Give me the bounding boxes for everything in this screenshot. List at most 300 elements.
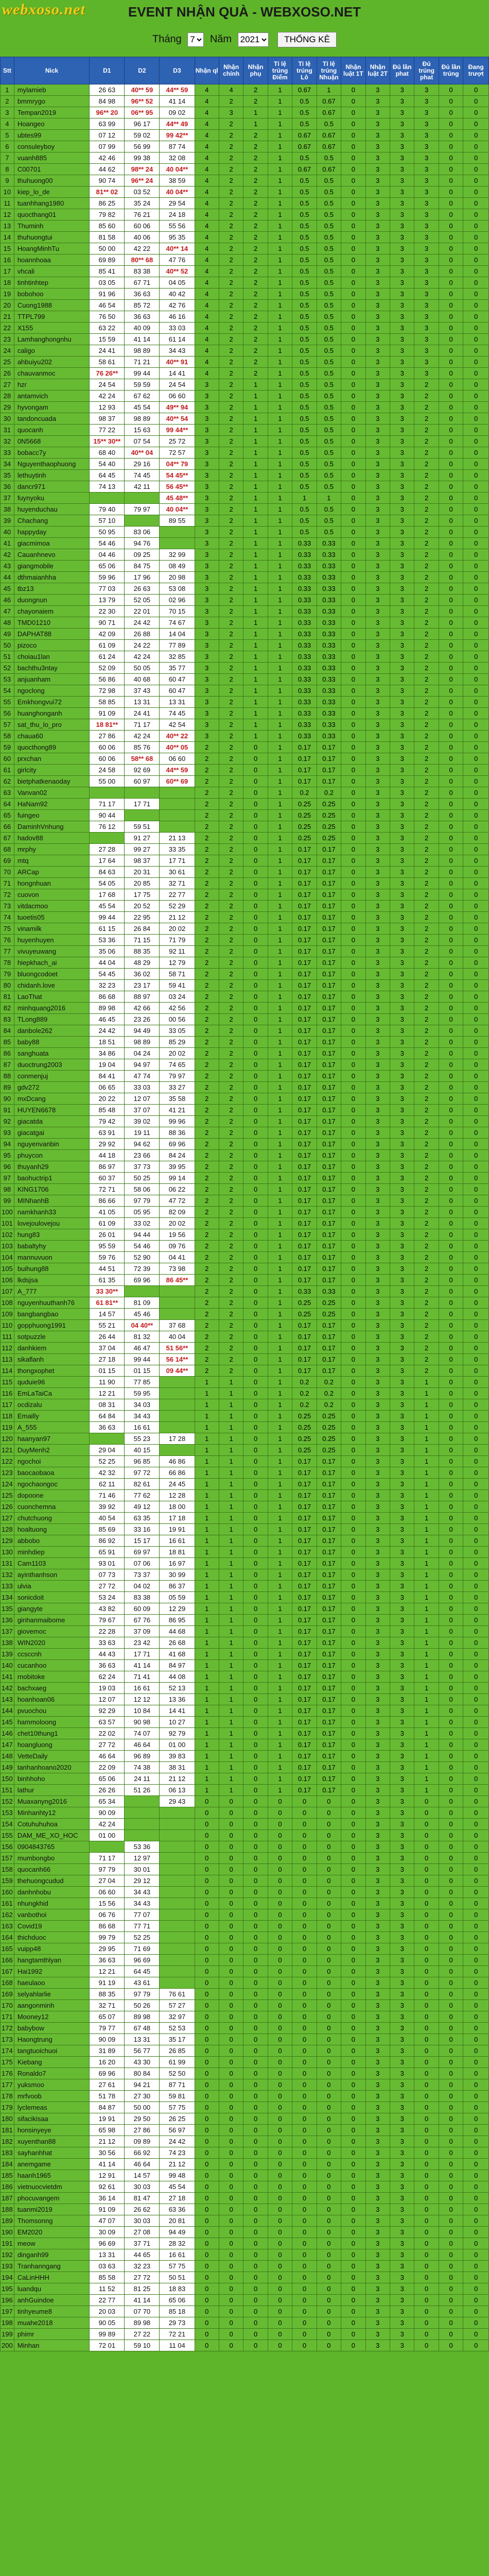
row-nick[interactable]: Lamhanghongnhu: [14, 334, 89, 345]
row-nick[interactable]: mannuvuon: [14, 1252, 89, 1263]
row-stat: 0: [243, 1841, 268, 1853]
row-nick[interactable]: giangmobile: [14, 561, 89, 572]
row-nick[interactable]: tangtuoichuoi: [14, 2045, 89, 2057]
row-pick: 29 16: [125, 459, 160, 470]
row-stat: 0: [341, 2147, 365, 2159]
row-nick[interactable]: ARCap: [14, 867, 89, 878]
row-nick[interactable]: gdv272: [14, 1082, 89, 1093]
row-pick: 95 59: [90, 1241, 125, 1252]
row-nick[interactable]: selyahlarlie: [14, 1989, 89, 2000]
row-stat: 0: [292, 1864, 317, 1875]
row-stat: 0: [463, 844, 489, 855]
row-stat: 0: [219, 1989, 243, 2000]
row-nick[interactable]: muahe2018: [14, 2317, 89, 2329]
row-nick[interactable]: Cauanhnevo: [14, 549, 89, 561]
row-nick[interactable]: quocthong89: [14, 742, 89, 753]
row-stat: 1: [268, 141, 292, 152]
row-nick[interactable]: ayinthanhson: [14, 1569, 89, 1581]
row-pick: 51 26: [125, 1785, 160, 1796]
row-nick[interactable]: tanhanhoano2020: [14, 1762, 89, 1773]
row-stat: 4: [195, 118, 219, 130]
row-stat: 0: [341, 527, 365, 538]
row-nick[interactable]: thuyanh29: [14, 1161, 89, 1173]
row-nick[interactable]: prxchan: [14, 753, 89, 765]
month-select[interactable]: [187, 32, 204, 47]
row-nick[interactable]: dancr971: [14, 481, 89, 493]
row-stat: 2: [219, 515, 243, 527]
row-stat: 2: [414, 1286, 439, 1297]
row-pick: 42 66: [125, 1003, 160, 1014]
row-stat: 0: [243, 1751, 268, 1762]
row-nick[interactable]: binhhoho: [14, 1773, 89, 1785]
row-stat: 0: [317, 2147, 341, 2159]
row-nick[interactable]: luandqu: [14, 2283, 89, 2295]
row-nick[interactable]: ccsccnh: [14, 1649, 89, 1660]
row-pick: 60 06: [90, 753, 125, 765]
row-stat: 3: [390, 1275, 414, 1286]
row-nick[interactable]: quocthang01: [14, 209, 89, 221]
row-stat: 3: [365, 1388, 390, 1399]
row-nick[interactable]: pizoco: [14, 640, 89, 651]
row-nick[interactable]: mrfvoob: [14, 2091, 89, 2102]
row-nick[interactable]: bangbangbao: [14, 1309, 89, 1320]
row-nick[interactable]: Ronaldo7: [14, 2068, 89, 2079]
row-nick[interactable]: Mooney12: [14, 2011, 89, 2023]
row-nick[interactable]: sayhanhhat: [14, 2147, 89, 2159]
row-nick[interactable]: consuleyboy: [14, 141, 89, 152]
row-nick[interactable]: Emailly: [14, 1411, 89, 1422]
table-row: [1, 527, 489, 538]
row-nick[interactable]: aangonminh: [14, 2000, 89, 2011]
row-nick[interactable]: ngochoi: [14, 1456, 89, 1467]
row-nick[interactable]: dopoone: [14, 1490, 89, 1501]
row-nick[interactable]: duongnun: [14, 595, 89, 606]
row-pick: 88 35: [125, 946, 160, 957]
row-rank: 32: [1, 436, 14, 447]
row-nick[interactable]: Emkhongvui72: [14, 697, 89, 708]
row-nick[interactable]: thongxophet: [14, 1365, 89, 1377]
row-nick[interactable]: baohuctrip1: [14, 1173, 89, 1184]
row-nick[interactable]: nhungkhid: [14, 1898, 89, 1909]
row-nick[interactable]: tuanmi2019: [14, 2204, 89, 2215]
row-nick[interactable]: vietnuocvietdm: [14, 2181, 89, 2193]
row-nick[interactable]: tinhyeume8: [14, 2306, 89, 2317]
row-nick[interactable]: danhnhobu: [14, 1887, 89, 1898]
row-nick[interactable]: xuyenthan88: [14, 2136, 89, 2147]
row-nick[interactable]: hoanhoan06: [14, 1694, 89, 1705]
row-nick[interactable]: TMD01210: [14, 617, 89, 629]
row-nick[interactable]: antamvich: [14, 391, 89, 402]
row-nick[interactable]: phimr: [14, 2329, 89, 2340]
row-rank: 108: [1, 1297, 14, 1309]
row-nick[interactable]: ocdizalu: [14, 1399, 89, 1411]
row-nick[interactable]: hzr: [14, 379, 89, 391]
row-stat: 0.5: [317, 255, 341, 266]
row-nick[interactable]: LaoThat: [14, 991, 89, 1003]
row-nick[interactable]: vivuyeuwang: [14, 946, 89, 957]
row-nick[interactable]: sonicdoit: [14, 1592, 89, 1603]
row-nick[interactable]: duoctrung2003: [14, 1059, 89, 1071]
row-nick[interactable]: anemgame: [14, 2159, 89, 2170]
row-stat: 3: [390, 2193, 414, 2204]
row-stat: 0: [341, 1479, 365, 1490]
row-nick[interactable]: C00701: [14, 164, 89, 175]
row-pick: 56 45**: [160, 481, 195, 493]
row-stat: 1: [414, 1445, 439, 1456]
row-stat: 2: [195, 1161, 219, 1173]
row-nick[interactable]: choiau1lan: [14, 651, 89, 663]
row-nick[interactable]: ngoclong: [14, 685, 89, 697]
row-nick[interactable]: thehuongcudud: [14, 1875, 89, 1887]
row-nick[interactable]: Minhanhty12: [14, 1807, 89, 1819]
row-nick[interactable]: rnobitoke: [14, 1671, 89, 1683]
row-stat: 0: [439, 1354, 463, 1365]
row-nick[interactable]: Tempan2019: [14, 107, 89, 118]
row-stat: 3: [195, 379, 219, 391]
row-stat: 0.17: [317, 1037, 341, 1048]
row-nick[interactable]: DAPHAT88: [14, 629, 89, 640]
row-stat: 0: [219, 2091, 243, 2102]
table-row: [1, 345, 489, 357]
row-nick[interactable]: chet10thung1: [14, 1728, 89, 1739]
row-nick[interactable]: 0904843765: [14, 1841, 89, 1853]
row-stat: 0: [341, 1252, 365, 1263]
row-nick[interactable]: Chachang: [14, 515, 89, 527]
row-nick[interactable]: DAM_ME_XO_HOC: [14, 1830, 89, 1841]
row-nick[interactable]: lyclemeas: [14, 2102, 89, 2113]
row-nick[interactable]: chaua60: [14, 731, 89, 742]
row-nick[interactable]: haanh1965: [14, 2170, 89, 2181]
row-nick[interactable]: namkhanh33: [14, 1207, 89, 1218]
row-nick[interactable]: quocanh: [14, 425, 89, 436]
row-nick[interactable]: bietphatkenaoday: [14, 776, 89, 787]
row-stat: 0.17: [292, 1161, 317, 1173]
row-nick[interactable]: Vanvan02: [14, 787, 89, 799]
row-nick[interactable]: lathur: [14, 1785, 89, 1796]
row-nick[interactable]: tuanhhang1980: [14, 198, 89, 209]
row-nick[interactable]: CaLinHHH: [14, 2272, 89, 2283]
row-stat: 1: [195, 1422, 219, 1433]
row-nick[interactable]: ubtes99: [14, 130, 89, 141]
row-nick[interactable]: mxDcang: [14, 1093, 89, 1105]
row-nick[interactable]: hiepkhach_ai: [14, 957, 89, 969]
row-nick[interactable]: mtq: [14, 855, 89, 867]
row-nick[interactable]: bluongcodoet: [14, 969, 89, 980]
row-nick[interactable]: WIN2020: [14, 1637, 89, 1649]
row-nick[interactable]: hoaltuong: [14, 1524, 89, 1535]
row-nick[interactable]: thuhuong00: [14, 175, 89, 187]
row-nick[interactable]: lethuytinh: [14, 470, 89, 481]
site-logo[interactable]: webxoso.net: [2, 1, 85, 18]
row-nick[interactable]: hongnhuan: [14, 878, 89, 889]
row-nick[interactable]: sikaflanh: [14, 1354, 89, 1365]
row-rank: 75: [1, 923, 14, 935]
row-stat: 3: [365, 1909, 390, 1921]
row-nick[interactable]: meow: [14, 2238, 89, 2249]
row-nick[interactable]: fuynyoku: [14, 493, 89, 504]
row-nick[interactable]: DaminhVnhung: [14, 821, 89, 833]
row-nick[interactable]: HoangMinhTu: [14, 243, 89, 255]
row-nick[interactable]: tinhtinhtep: [14, 277, 89, 289]
row-nick[interactable]: tandoncuada: [14, 413, 89, 425]
row-pick: 86 92: [90, 1535, 125, 1547]
row-nick[interactable]: VetteDaily: [14, 1751, 89, 1762]
row-nick[interactable]: baocaobaoa: [14, 1467, 89, 1479]
row-nick[interactable]: Hai1992: [14, 1966, 89, 1977]
row-nick[interactable]: giovemoc: [14, 1626, 89, 1637]
row-nick[interactable]: bachthu3ntay: [14, 663, 89, 674]
row-nick[interactable]: haeulaoo: [14, 1977, 89, 1989]
row-pick: 92 61: [90, 2181, 125, 2193]
row-nick[interactable]: giacatgai: [14, 1127, 89, 1139]
row-nick[interactable]: pvuochou: [14, 1705, 89, 1717]
row-stat: 0: [317, 1955, 341, 1966]
row-nick[interactable]: Cam1103: [14, 1558, 89, 1569]
row-nick[interactable]: EM2020: [14, 2227, 89, 2238]
row-pick: 41 14: [160, 96, 195, 107]
row-nick[interactable]: TLong889: [14, 1014, 89, 1025]
row-stat: 0: [463, 1320, 489, 1331]
row-nick[interactable]: ngochaongoc: [14, 1479, 89, 1490]
row-nick[interactable]: mrphy: [14, 844, 89, 855]
row-stat: 2: [219, 277, 243, 289]
row-nick[interactable]: vitdacmoo: [14, 901, 89, 912]
row-pick: 22 01: [125, 606, 160, 617]
row-stat: 4: [195, 152, 219, 164]
row-nick[interactable]: Nguyenthaophuong: [14, 459, 89, 470]
row-nick[interactable]: babybow: [14, 2023, 89, 2034]
row-pick: 06 65: [90, 1082, 125, 1093]
row-stat: 0: [243, 2317, 268, 2329]
row-nick[interactable]: chayonaiem: [14, 606, 89, 617]
row-nick[interactable]: nguyenvanbin: [14, 1139, 89, 1150]
row-pick: 63 91: [90, 1127, 125, 1139]
row-nick[interactable]: vhcali: [14, 266, 89, 277]
row-stat: 3: [365, 1989, 390, 2000]
row-nick[interactable]: Thomsonng: [14, 2215, 89, 2227]
row-stat: 0: [341, 2136, 365, 2147]
row-nick[interactable]: girlcity: [14, 765, 89, 776]
row-nick[interactable]: cuonchemna: [14, 1501, 89, 1513]
row-nick[interactable]: Kiebang: [14, 2057, 89, 2068]
row-nick[interactable]: bmmrygo: [14, 96, 89, 107]
row-nick[interactable]: dthmaianhha: [14, 572, 89, 583]
row-stat: 0: [341, 1660, 365, 1671]
row-stat: 2: [195, 1331, 219, 1343]
stats-button[interactable]: THỐNG KÊ: [277, 32, 337, 47]
row-stat: 0.17: [317, 980, 341, 991]
row-nick[interactable]: babaltyhy: [14, 1241, 89, 1252]
row-nick[interactable]: tbz13: [14, 583, 89, 595]
row-stat: 0: [463, 334, 489, 345]
row-stat: 3: [390, 867, 414, 878]
row-nick[interactable]: conmenjuj: [14, 1071, 89, 1082]
table-row: [1, 1694, 489, 1705]
row-nick[interactable]: ahbuiyu202: [14, 357, 89, 368]
row-nick[interactable]: happyday: [14, 527, 89, 538]
row-nick[interactable]: mylamieb: [14, 84, 89, 96]
row-pick: [160, 1411, 195, 1422]
row-nick[interactable]: quduie96: [14, 1377, 89, 1388]
row-nick[interactable]: vuanh885: [14, 152, 89, 164]
row-nick[interactable]: hadov88: [14, 833, 89, 844]
row-stat: 0: [439, 2011, 463, 2023]
row-nick[interactable]: thichduoc: [14, 1932, 89, 1943]
row-stat: 2: [219, 606, 243, 617]
table-body: [1, 84, 489, 2351]
row-nick[interactable]: hammoloong: [14, 1717, 89, 1728]
row-nick[interactable]: bobohoo: [14, 289, 89, 300]
row-nick[interactable]: ulvia: [14, 1581, 89, 1592]
row-stat: 3: [195, 549, 219, 561]
row-nick[interactable]: baby88: [14, 1037, 89, 1048]
row-nick[interactable]: buihung88: [14, 1263, 89, 1275]
row-nick[interactable]: hoannhoaa: [14, 255, 89, 266]
row-stat: 1: [414, 1751, 439, 1762]
row-nick[interactable]: bobacc7y: [14, 447, 89, 459]
row-nick[interactable]: caligo: [14, 345, 89, 357]
row-stat: 0: [341, 1048, 365, 1059]
row-stat: 0.5: [292, 323, 317, 334]
row-stat: 0: [341, 152, 365, 164]
row-nick[interactable]: A_777: [14, 1286, 89, 1297]
row-nick[interactable]: danbole262: [14, 1025, 89, 1037]
row-nick[interactable]: lovejoulovejou: [14, 1218, 89, 1229]
row-nick[interactable]: fuingeo: [14, 810, 89, 821]
row-nick[interactable]: A_555: [14, 1422, 89, 1433]
row-nick[interactable]: giacmimoa: [14, 538, 89, 549]
row-nick[interactable]: sifacikisaa: [14, 2113, 89, 2125]
row-nick[interactable]: dinganh99: [14, 2249, 89, 2261]
row-nick[interactable]: Haongtrung: [14, 2034, 89, 2045]
row-nick[interactable]: danhkiem: [14, 1343, 89, 1354]
row-stat: 0: [439, 107, 463, 118]
row-nick[interactable]: honsinyeye: [14, 2125, 89, 2136]
row-nick[interactable]: minhquang2016: [14, 1003, 89, 1014]
row-nick[interactable]: cucanhoo: [14, 1660, 89, 1671]
row-nick[interactable]: Tranhanngang: [14, 2261, 89, 2272]
row-nick[interactable]: mumbongbo: [14, 1853, 89, 1864]
row-stat: 0.17: [317, 1105, 341, 1116]
table-row: [1, 175, 489, 187]
row-nick[interactable]: giangyte: [14, 1603, 89, 1615]
row-nick[interactable]: Hoangeo: [14, 118, 89, 130]
row-nick[interactable]: hyvongam: [14, 402, 89, 413]
row-nick[interactable]: gopphuong1991: [14, 1320, 89, 1331]
row-stat: 2: [219, 1286, 243, 1297]
row-nick[interactable]: lkdsjsa: [14, 1275, 89, 1286]
row-nick[interactable]: hung83: [14, 1229, 89, 1241]
row-nick[interactable]: TTPL799: [14, 311, 89, 323]
row-stat: 2: [219, 1025, 243, 1037]
row-nick[interactable]: phocuvangem: [14, 2193, 89, 2204]
row-pick: 33 35: [160, 844, 195, 855]
row-nick[interactable]: chutchuong: [14, 1513, 89, 1524]
row-nick[interactable]: cuovon: [14, 889, 89, 901]
row-stat: 2: [195, 946, 219, 957]
row-nick[interactable]: huanghonganh: [14, 708, 89, 719]
row-nick[interactable]: anjuanham: [14, 674, 89, 685]
row-pick: 40 04: [160, 1331, 195, 1343]
table-row: [1, 2057, 489, 2068]
table-row: [1, 1309, 489, 1320]
row-stat: 0: [292, 1796, 317, 1807]
row-nick[interactable]: vuipp48: [14, 1943, 89, 1955]
row-nick[interactable]: HUYEN6678: [14, 1105, 89, 1116]
row-stat: 3: [390, 674, 414, 685]
row-stat: 0: [292, 2023, 317, 2034]
row-nick[interactable]: DuyMenh2: [14, 1445, 89, 1456]
row-nick[interactable]: huyenduchau: [14, 504, 89, 515]
row-nick[interactable]: Covid19: [14, 1921, 89, 1932]
row-rank: 162: [1, 1909, 14, 1921]
row-nick[interactable]: phuycon: [14, 1150, 89, 1161]
row-nick[interactable]: kiep_lo_de: [14, 187, 89, 198]
row-nick[interactable]: chidanh.love: [14, 980, 89, 991]
row-nick[interactable]: X155: [14, 323, 89, 334]
row-nick[interactable]: vanbothoi: [14, 1909, 89, 1921]
row-nick[interactable]: bachxaeg: [14, 1683, 89, 1694]
row-nick[interactable]: KING1706: [14, 1184, 89, 1195]
row-nick[interactable]: abbobo: [14, 1535, 89, 1547]
row-nick[interactable]: quocanh66: [14, 1864, 89, 1875]
row-nick[interactable]: huyenhuyen: [14, 935, 89, 946]
row-nick[interactable]: EmLaTaiCa: [14, 1388, 89, 1399]
row-nick[interactable]: Minhan: [14, 2340, 89, 2351]
row-stat: 0: [463, 1547, 489, 1558]
row-nick[interactable]: MINhanhB: [14, 1195, 89, 1207]
row-stat: 0: [414, 2249, 439, 2261]
row-stat: 0: [463, 1637, 489, 1649]
row-nick[interactable]: Muaxanyng2016: [14, 1796, 89, 1807]
row-nick[interactable]: haanyan97: [14, 1433, 89, 1445]
row-pick: 39 02: [125, 1116, 160, 1127]
row-stat: 0.17: [292, 1059, 317, 1071]
row-nick[interactable]: vinamilk: [14, 923, 89, 935]
row-nick[interactable]: tuoetis05: [14, 912, 89, 923]
row-nick[interactable]: hoangluong: [14, 1739, 89, 1751]
row-pick: [90, 787, 125, 799]
row-pick: 26 62: [125, 2204, 160, 2215]
row-nick[interactable]: 0N5668: [14, 436, 89, 447]
row-nick[interactable]: sat_thu_lo_pro: [14, 719, 89, 731]
row-pick: 96** 52: [125, 96, 160, 107]
year-select[interactable]: [238, 32, 269, 47]
row-nick[interactable]: Cuong1988: [14, 300, 89, 311]
row-nick[interactable]: chauvanmoc: [14, 368, 89, 379]
row-nick[interactable]: thuhuongtui: [14, 232, 89, 243]
row-rank: 2: [1, 96, 14, 107]
row-nick[interactable]: HaNam92: [14, 799, 89, 810]
row-nick[interactable]: hangtamthlyan: [14, 1955, 89, 1966]
row-nick[interactable]: yuksmoo: [14, 2079, 89, 2091]
row-nick[interactable]: sanghuata: [14, 1048, 89, 1059]
row-nick[interactable]: ginhanmaibome: [14, 1615, 89, 1626]
row-nick[interactable]: Thuminh: [14, 221, 89, 232]
row-stat: 3: [365, 402, 390, 413]
row-nick[interactable]: nguyenhuuthanh76: [14, 1297, 89, 1309]
row-nick[interactable]: giacatda: [14, 1116, 89, 1127]
row-nick[interactable]: sotpuzzle: [14, 1331, 89, 1343]
row-nick[interactable]: anhGuindoe: [14, 2295, 89, 2306]
row-rank: 127: [1, 1513, 14, 1524]
row-nick[interactable]: minhdiep: [14, 1547, 89, 1558]
row-stat: 3: [365, 187, 390, 198]
row-stat: 3: [365, 2238, 390, 2249]
row-stat: 0: [341, 1683, 365, 1694]
row-stat: 1: [268, 1535, 292, 1547]
row-nick[interactable]: Cotuhuhuhoa: [14, 1819, 89, 1830]
